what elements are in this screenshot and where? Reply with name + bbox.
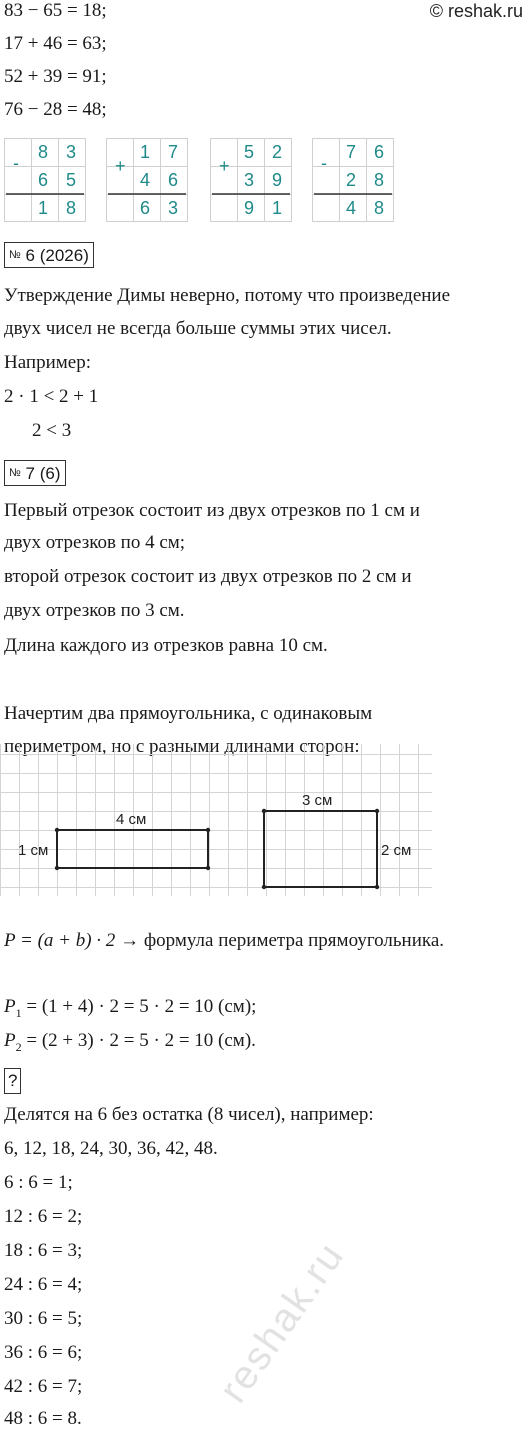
task-6-example: 2 < 3 [32,420,72,441]
equation-line: 76 − 28 = 48; [4,99,107,120]
division-line: 6 : 6 = 1; [4,1172,73,1193]
digit: 4 [139,170,150,190]
digit: 6 [37,170,48,190]
digit: 7 [167,142,178,162]
digit: 3 [167,198,178,218]
column-calc-1 [4,138,86,222]
rect2-top-label: 3 см [302,792,333,809]
column-calc-2 [106,138,188,222]
rects-intro: Начертим два прямоугольника, с одинаковым [4,703,373,724]
diagonal-watermark: reshak.ru [210,1233,353,1411]
digit: 3 [65,142,76,162]
digit: 7 [345,142,356,162]
column-sign: - [13,153,19,173]
digit: 6 [139,198,150,218]
digit: 8 [65,198,76,218]
division-line: 18 : 6 = 3; [4,1240,83,1261]
question-text: Делятся на 6 без остатка (8 чисел), например: [4,1104,374,1125]
rect1-top-label: 4 см [116,811,147,828]
task-6-badge: № 6 (2026) [4,242,94,268]
task-7-text: двух отрезков по 4 см; [4,532,186,553]
task-7-text: двух отрезков по 3 см. [4,600,185,621]
task-7-text: Первый отрезок состоит из двух отрезков по 1 см и [4,500,420,521]
division-line: 30 : 6 = 5; [4,1308,83,1329]
digit: 8 [373,170,384,190]
digit: 1 [139,142,150,162]
task-7-text: второй отрезок состоит из двух отрезков по 2 см и [4,566,412,587]
equation-line: 83 − 65 = 18; [4,0,107,21]
rect1-side-label: 1 см [18,842,49,859]
perimeter-formula: P = (a + b) · 2 → формула периметра прямоугольника. [4,930,445,951]
digit: 2 [271,142,282,162]
digit: 3 [243,170,254,190]
column-sign: + [219,156,230,176]
digit: 8 [37,142,48,162]
column-sign: + [115,156,126,176]
rectangles-grid-drawing [0,744,432,896]
digit: 8 [373,198,384,218]
digit: 1 [37,198,48,218]
perimeter-1: $P_1 = (1 + 4) \cdot 2 = 5 \cdot 2 = 10$ (см); [4,996,257,1020]
equation-line: 52 + 39 = 91; [4,66,107,87]
task-6-text: Утверждение Димы неверно, потому что произведение [4,285,451,306]
question-numbers: 6, 12, 18, 24, 30, 36, 42, 48. [4,1138,218,1159]
digit: 2 [345,170,356,190]
task-6-example: 2 · 1 < 2 + 1 [4,386,99,407]
perimeter-2: $P_2 = (2 + 3) \cdot 2 = 5 \cdot 2 = 10$ (см). [4,1030,256,1054]
rect2-side-label: 2 см [381,842,412,859]
digit: 5 [243,142,254,162]
digit: 9 [271,170,282,190]
digit: 6 [167,170,178,190]
digit: 4 [345,198,356,218]
column-sign: - [321,153,327,173]
site-watermark: © reshak.ru [429,1,523,21]
division-line: 42 : 6 = 7; [4,1376,83,1397]
division-line: 36 : 6 = 6; [4,1342,83,1363]
column-calc-4 [312,138,394,222]
equation-line: 17 + 46 = 63; [4,33,107,54]
task-6-text: Например: [4,352,91,373]
division-line: 24 : 6 = 4; [4,1274,83,1295]
digit: 6 [373,142,384,162]
question-badge: ? [4,1068,21,1094]
task-7-badge: № 7 (6) [4,460,66,486]
rects-intro: периметром, но с разными длинами сторон: [4,736,360,757]
task-7-text: Длина каждого из отрезков равна 10 см. [4,635,328,656]
digit: 9 [243,198,254,218]
digit: 5 [65,170,76,190]
digit: 1 [271,198,282,218]
column-calc-3 [210,138,292,222]
division-line: 48 : 6 = 8. [4,1408,82,1429]
division-line: 12 : 6 = 2; [4,1206,83,1227]
task-6-text: двух чисел не всегда больше суммы этих чисел. [4,318,392,339]
